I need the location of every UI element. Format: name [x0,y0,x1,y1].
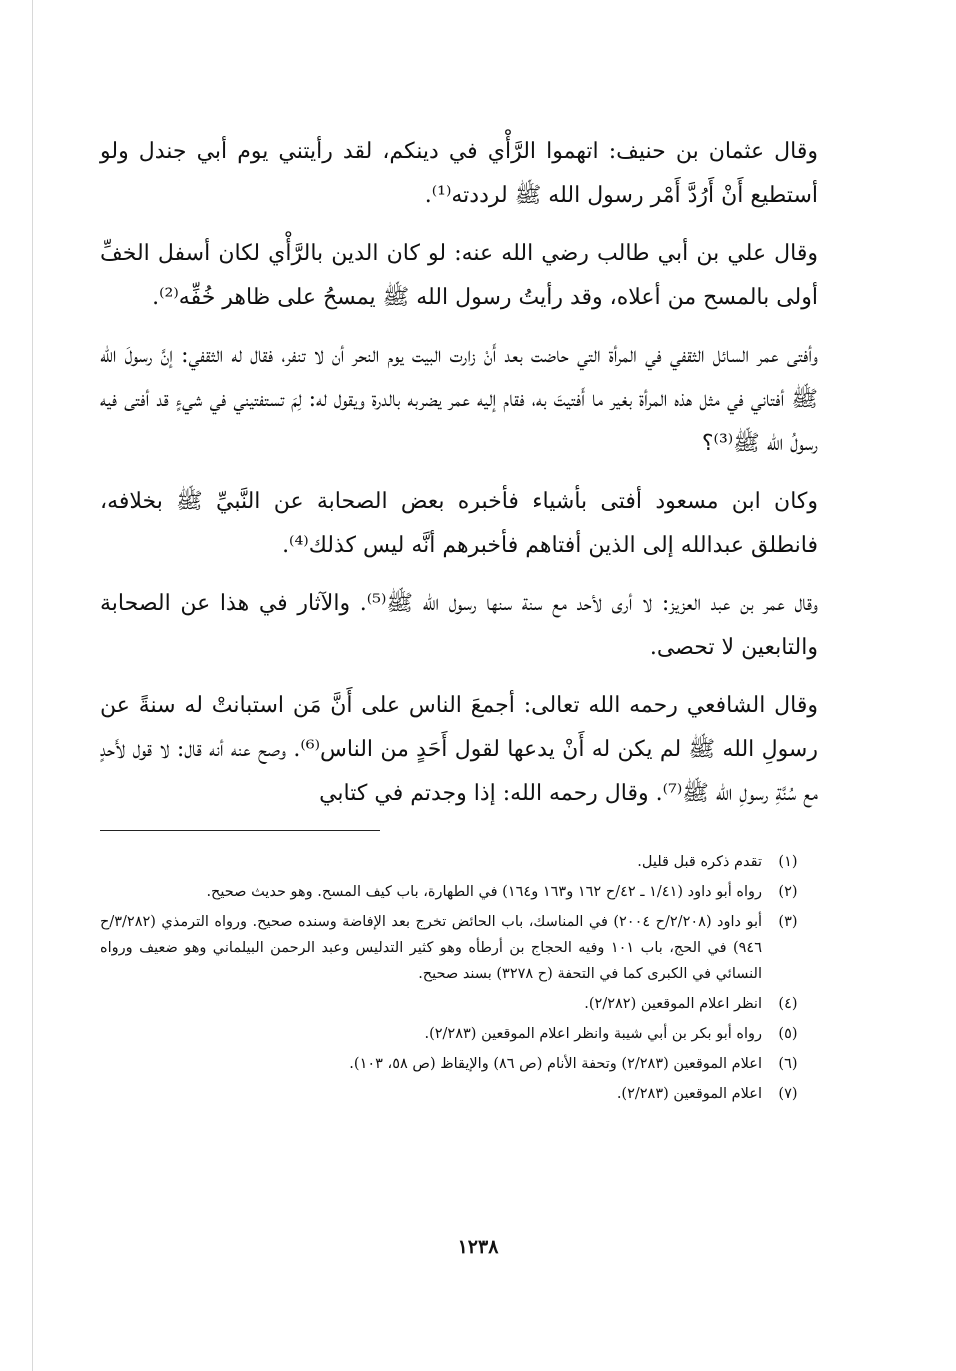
footnote-6 [100,1051,818,1077]
footnote-text: اعلام الموقعين (٢/٢٨٣). [616,1086,762,1102]
footnote-separator [100,830,380,831]
footnote-text: اعلام الموقعين (٢/٢٨٣) وتحفة الأنام (ص ٨٦) والإيقاظ (ص ٥٨، ١٠٣). [349,1056,762,1072]
footnote-2 [100,879,818,905]
main-text [100,130,818,816]
footnotes [100,849,818,1107]
footnote-4 [100,991,818,1017]
paragraph-4: وكان ابن مسعود أفتى بأشياء فأخبره بعض الصحابة عن النَّبيِّ ﷺ بخلافه، فانطلق عبدالله إلى الذين أفتاهم فأخبرهم أنَّه ليس كذلك⁽⁴⁾. [100,489,818,558]
footnote-number: (٤) [778,996,798,1012]
footnote-number: (٦) [778,1056,798,1072]
footnote-1 [100,849,818,875]
paragraph-5: وقال عمر بن عبد العزيز: لا أرى لأحد مع سنة سنها رسول الله ﷺ⁽⁵⁾. والآثار في هذا عن الصحابة والتابعين لا تحصى. [100,591,818,660]
footnote-text: أبو داود (٢/٢٠٨/ح ٢٠٠٤) في المناسك، باب الحائض تخرج بعد الإفاضة وسنده صحيح. ورواه الترمذي (٣/٢٨٢/ح ٩٤٦) في الحج، باب ١٠١ وفيه الحجاج بن أرطأه وهو كثير التدليس وعبد الرحمن البيلماني وهو ضعيف ورواه النسائي في الكبرى كما في التحفة (ح ٣٢٧٨) بسند صحيح. [100,914,763,982]
paragraph-6: وقال الشافعي رحمه الله تعالى: أجمعَ الناس على أَنَّ مَن استبانتْ له سنةً عن رسولِ الله ﷺ لم يكن له أَنْ يدعها لقول أَحَدٍ من الناس⁽⁶⁾. وصح عنه أنه قال: لا قول لأَحدٍ مع سُنَّةِ رسولِ الله ﷺ⁽⁷⁾. وقال رحمه الله: إذا وجدتم في كتابي [100,693,818,806]
paragraph-3: وأفتى عمر السائل الثقفي في المرأة التي حاضت بعد أَنْ زارت البيت يوم النحر أن لا تنفر، فقال له الثقفي: إنَّ رسولَ الله ﷺ أفتاني في مثل هذه المرأة بغير ما أَفتيتَ به، فقام إليه عمر يضربه بالدرة ويقول له: لِمَ تستفتيني في شيءٍ قد أفتى فيه رسولُ الله ﷺ⁽³⁾؟ [100,343,818,456]
page-content [100,130,818,1111]
footnote-number: (٧) [778,1086,798,1102]
footnote-number: (١) [778,854,798,870]
footnote-7 [100,1081,818,1107]
footnote-5 [100,1021,818,1047]
page-number: ١٢٣٨ [457,1236,499,1258]
footnote-text: تقدم ذكره قبل قليل. [637,854,762,870]
footnote-text: انظر اعلام الموقعين (٢/٢٨٢). [584,996,762,1012]
page-edge-line [32,0,33,1371]
footnote-number: (٢) [778,884,798,900]
footnote-text: رواه أبو داود (١/٤١ ـ ٤٢/ح ١٦٢ و١٦٣ و١٦٤) في الطهارة، باب كيف المسح. وهو حديث صحيح. [206,884,762,900]
paragraph-1: وقال عثمان بن حنيف: اتهموا الرَّأْي في دينكم، لقد رأيتني يوم أبي جندل ولو أستطيع أَنْ أَرُدَّ أَمْر رسول الله ﷺ لرددته⁽¹⁾. [100,139,818,208]
footnote-number: (٣) [778,914,798,930]
footnote-number: (٥) [778,1026,798,1042]
footnote-3 [100,909,818,987]
footnote-text: رواه أبو بكر بن أبي شيبة وانظر اعلام الموقعين (٢/٢٨٣). [424,1026,762,1042]
paragraph-2: وقال علي بن أبي طالب رضي الله عنه: لو كان الدين بالرَّأْي لكان أسفل الخفِّ أولى بالمسح من أعلاه، وقد رأيتُ رسول الله ﷺ يمسحُ على ظاهر خُفِّه⁽²⁾. [100,241,818,310]
